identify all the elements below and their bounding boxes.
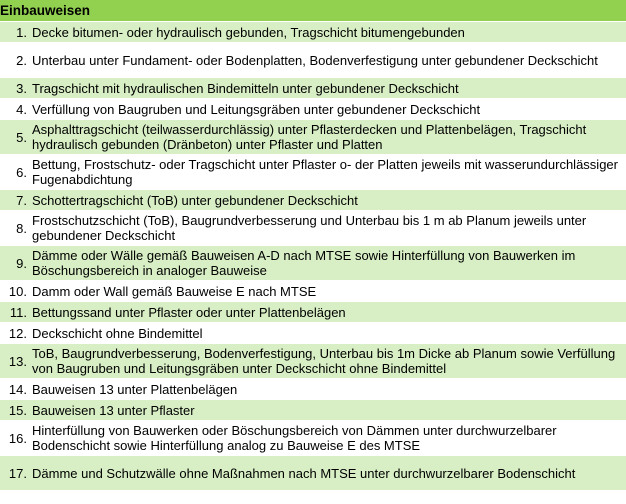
table-row <box>0 78 626 99</box>
row-text: Bettung, Frostschutz- oder Tragschicht unter Pflaster o- der Platten jeweils mit wasserundurchlässiger Fugenabdichtung <box>32 155 626 190</box>
table-row <box>0 43 626 78</box>
table-row <box>0 190 626 211</box>
row-number: 11. <box>0 302 32 323</box>
row-text: Schottertragschicht (ToB) unter gebundener Deckschicht <box>32 190 626 211</box>
table-row <box>0 400 626 421</box>
table-row <box>0 421 626 456</box>
row-number: 2. <box>0 43 32 78</box>
table-row <box>0 281 626 302</box>
row-text: Bauweisen 13 unter Pflaster <box>32 400 626 421</box>
row-text: Tragschicht mit hydraulischen Bindemitteln unter gebundener Deckschicht <box>32 78 626 99</box>
row-text: Bettungssand unter Pflaster oder unter Plattenbelägen <box>32 302 626 323</box>
row-number: 9. <box>0 246 32 281</box>
table-row <box>0 344 626 379</box>
row-text: Decke bitumen- oder hydraulisch gebunden, Tragschicht bitumengebunden <box>32 22 626 43</box>
row-number: 12. <box>0 323 32 344</box>
row-text: Verfüllung von Baugruben und Leitungsgräben unter gebundener Deckschicht <box>32 99 626 120</box>
row-text: Frostschutzschicht (ToB), Baugrundverbesserung und Unterbau bis 1 m ab Planum jeweils unter gebundener Deckschicht <box>32 211 626 246</box>
row-text: Deckschicht ohne Bindemittel <box>32 323 626 344</box>
table-row <box>0 155 626 190</box>
row-number: 4. <box>0 99 32 120</box>
row-text: Dämme und Schutzwälle ohne Maßnahmen nach MTSE unter durchwurzelbarer Bodenschicht <box>32 456 626 491</box>
row-number: 15. <box>0 400 32 421</box>
table-header-row <box>0 0 626 22</box>
row-text: Bauweisen 13 unter Plattenbelägen <box>32 379 626 400</box>
table-row <box>0 120 626 155</box>
row-text: ToB, Baugrundverbesserung, Bodenverfestigung, Unterbau bis 1m Dicke ab Planum sowie Verfüllung von Baugruben und Leitungsgräben unter Deckschicht ohne Bindemittel <box>32 344 626 379</box>
row-text: Asphalttragschicht (teilwasserdurchlässig) unter Pflasterdecken und Plattenbelägen, Tragschicht hydraulisch gebunden (Dränbeton) unter Pflaster und Platten <box>32 120 626 155</box>
row-number: 6. <box>0 155 32 190</box>
table-header: Einbauweisen <box>0 0 626 22</box>
row-number: 13. <box>0 344 32 379</box>
row-text: Damm oder Wall gemäß Bauweise E nach MTSE <box>32 281 626 302</box>
table-row <box>0 211 626 246</box>
row-number: 7. <box>0 190 32 211</box>
table-row <box>0 302 626 323</box>
table-row <box>0 323 626 344</box>
table-row <box>0 456 626 491</box>
row-number: 10. <box>0 281 32 302</box>
table-row <box>0 99 626 120</box>
row-number: 17. <box>0 456 32 491</box>
row-text: Dämme oder Wälle gemäß Bauweisen A-D nach MTSE sowie Hinterfüllung von Bauwerken im Böschungsbereich in analoger Bauweise <box>32 246 626 281</box>
row-number: 14. <box>0 379 32 400</box>
table-row <box>0 379 626 400</box>
row-number: 3. <box>0 78 32 99</box>
row-text: Hinterfüllung von Bauwerken oder Böschungsbereich von Dämmen unter durchwurzelbarer Bodenschicht sowie Hinterfüllung analog zu Bauweise E des MTSE <box>32 421 626 456</box>
row-number: 16. <box>0 421 32 456</box>
row-number: 5. <box>0 120 32 155</box>
row-number: 1. <box>0 22 32 43</box>
table-row <box>0 22 626 43</box>
row-text: Unterbau unter Fundament- oder Bodenplatten, Bodenverfestigung unter gebundener Deckschicht <box>32 43 626 78</box>
table-body <box>0 22 626 491</box>
row-number: 8. <box>0 211 32 246</box>
table-row <box>0 246 626 281</box>
